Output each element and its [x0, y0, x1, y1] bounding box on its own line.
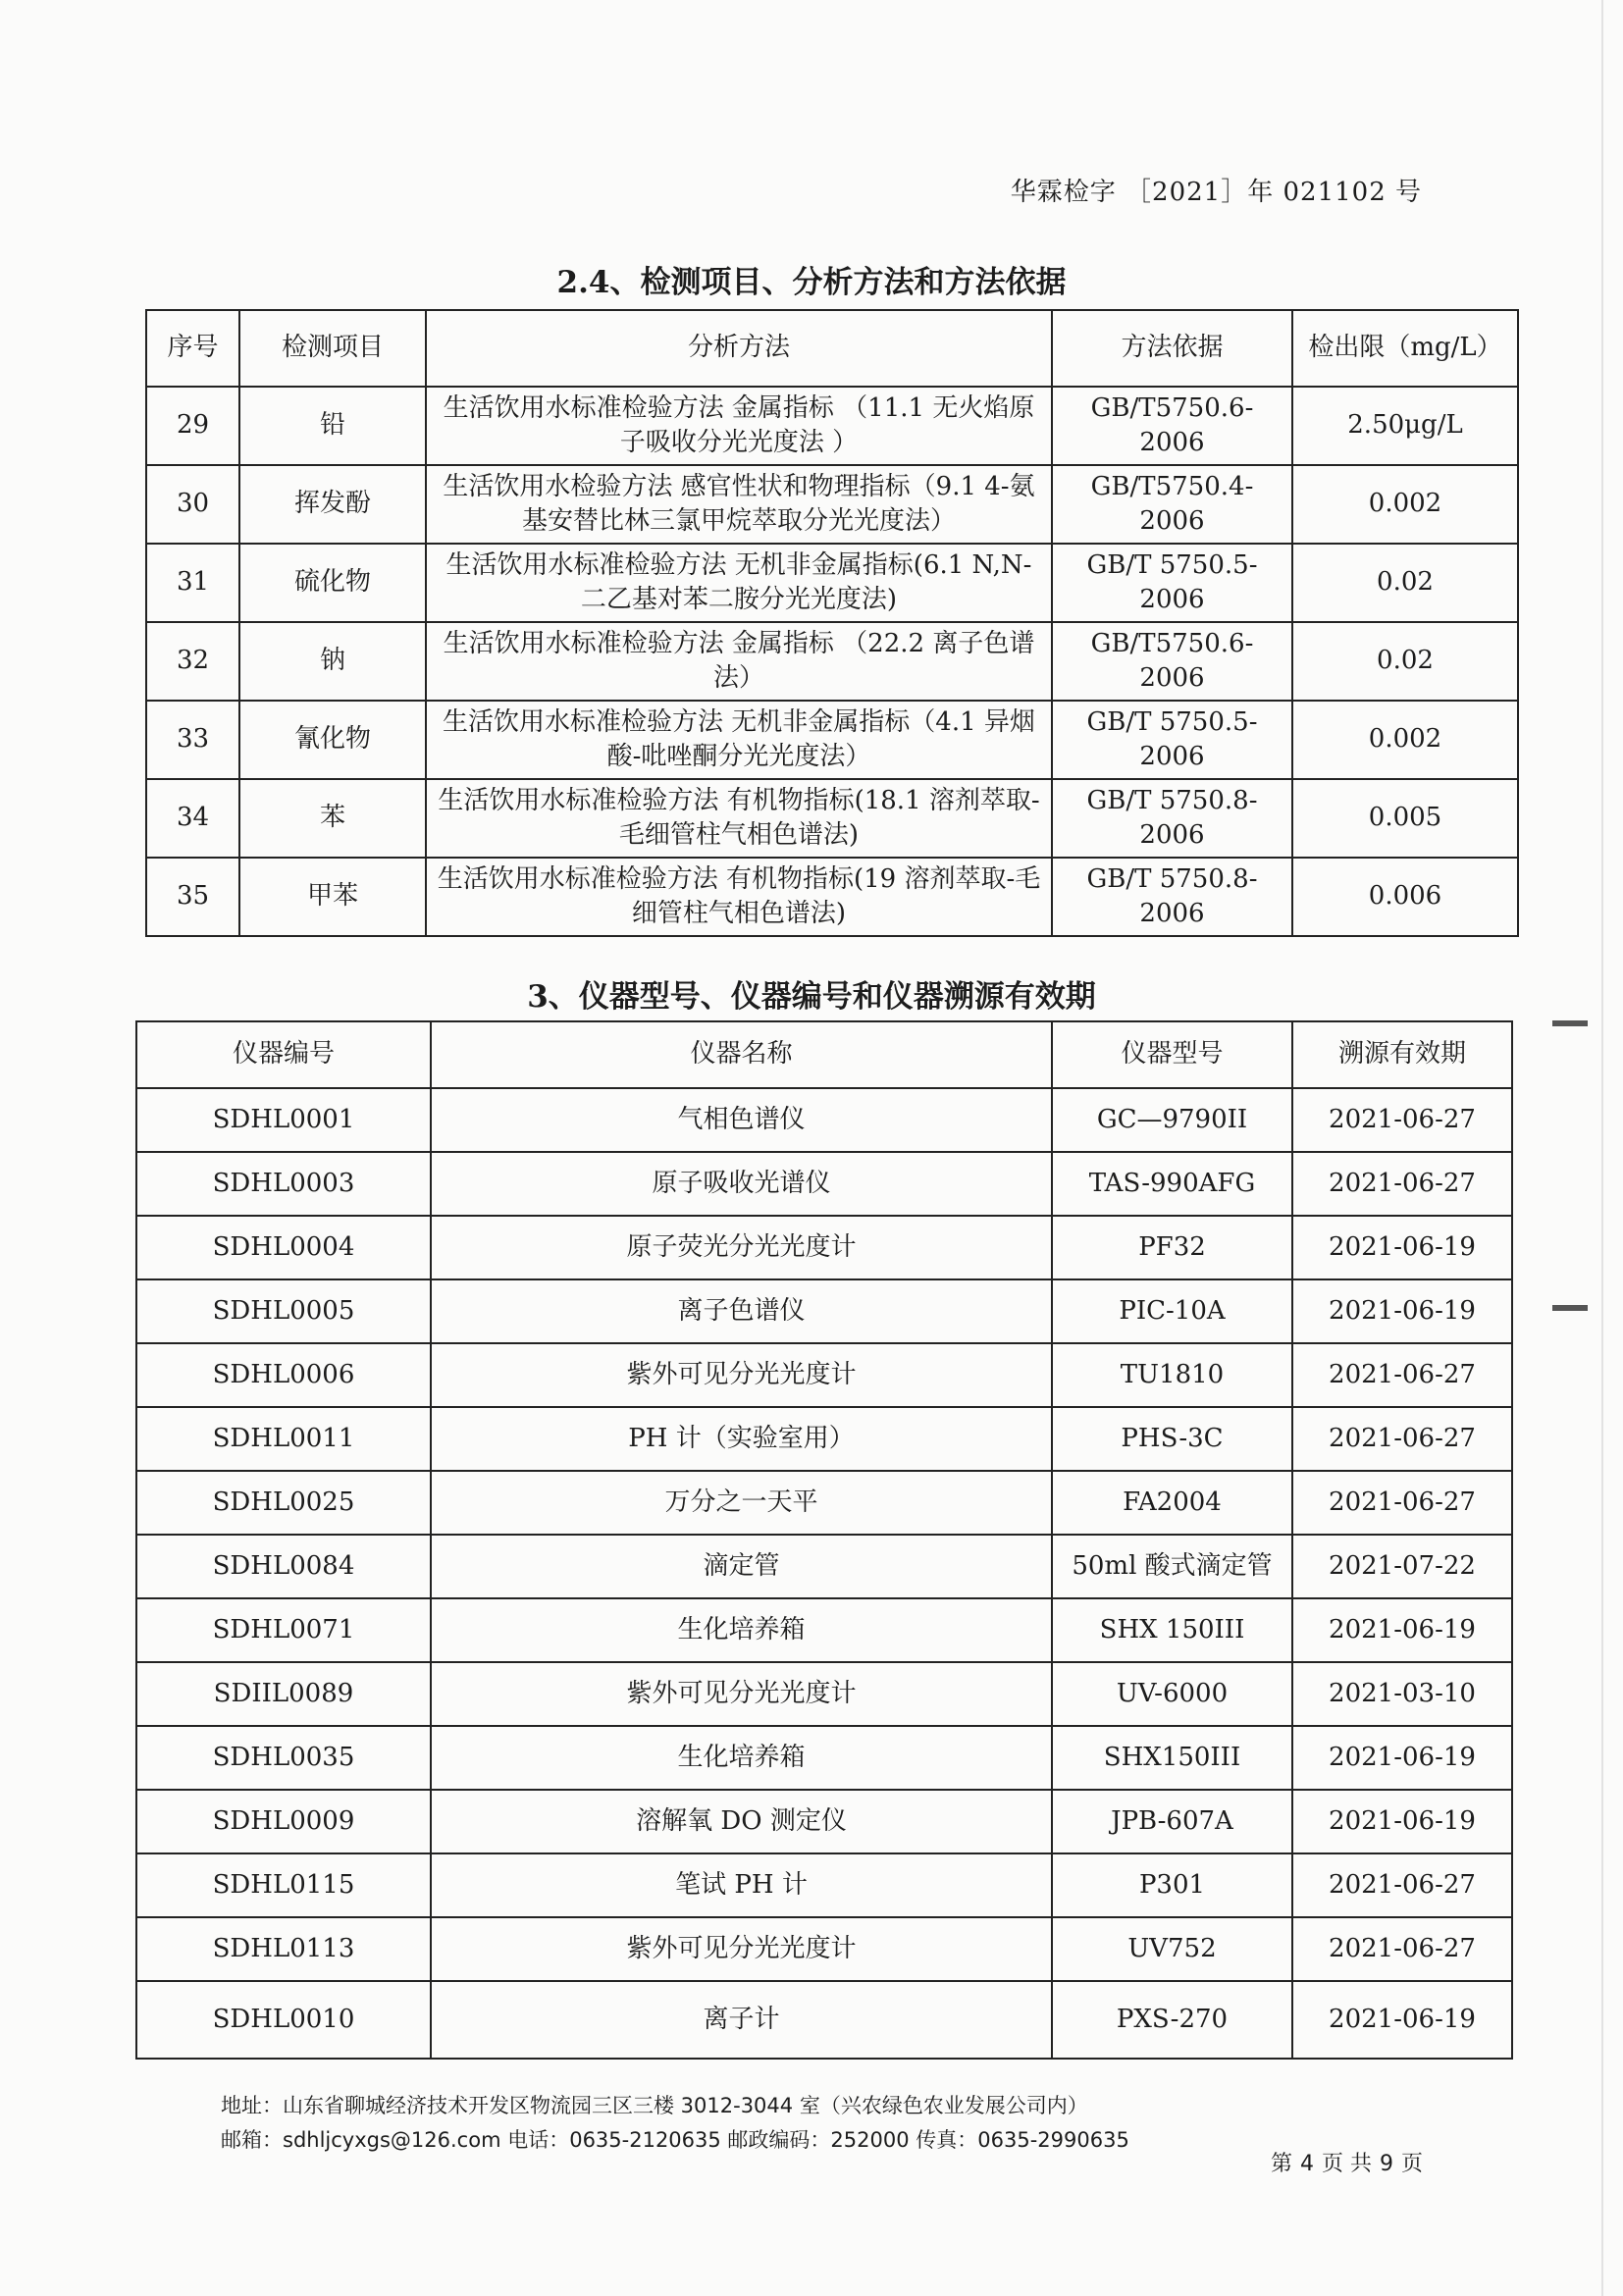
cell-instrument-id: SDHL0113 — [136, 1917, 431, 1981]
table-row — [136, 1407, 1512, 1471]
cell-instrument-model: PHS-3C — [1052, 1407, 1292, 1471]
cell-validity: 2021-06-27 — [1292, 1853, 1512, 1917]
table-row — [136, 1216, 1512, 1279]
header-instrument-name: 仪器名称 — [431, 1021, 1052, 1088]
cell-instrument-id: SDHL0006 — [136, 1343, 431, 1407]
cell-instrument-name: 离子计 — [431, 1981, 1052, 2059]
cell-item: 硫化物 — [239, 544, 426, 622]
cell-instrument-name: 紫外可见分光光度计 — [431, 1343, 1052, 1407]
cell-instrument-model: PIC-10A — [1052, 1279, 1292, 1343]
cell-validity: 2021-07-22 — [1292, 1535, 1512, 1598]
cell-instrument-name: 生化培养箱 — [431, 1598, 1052, 1662]
cell-instrument-id: SDHL0010 — [136, 1981, 431, 2059]
cell-item: 甲苯 — [239, 858, 426, 936]
table-row — [136, 1152, 1512, 1216]
cell-validity: 2021-06-19 — [1292, 1598, 1512, 1662]
table-row — [146, 387, 1518, 465]
test-method-table — [145, 309, 1519, 937]
cell-instrument-model: TU1810 — [1052, 1343, 1292, 1407]
page-number — [1267, 2147, 1427, 2177]
cell-limit: 0.02 — [1292, 544, 1518, 622]
cell-instrument-id: SDHL0025 — [136, 1471, 431, 1535]
header-validity: 溯源有效期 — [1292, 1021, 1512, 1088]
scan-edge — [1601, 0, 1603, 2296]
cell-instrument-model: P301 — [1052, 1853, 1292, 1917]
binding-mark — [1552, 1305, 1588, 1311]
cell-method: 生活饮用水标准检验方法 金属指标 （22.2 离子色谱法） — [426, 622, 1052, 701]
cell-limit: 2.50μg/L — [1292, 387, 1518, 465]
header-limit: 检出限（mg/L） — [1292, 310, 1518, 387]
table-row — [136, 1088, 1512, 1152]
cell-method: 生活饮用水标准检验方法 无机非金属指标（4.1 异烟酸-吡唑酮分光光度法） — [426, 701, 1052, 779]
page-prefix: 第 — [1270, 2152, 1292, 2176]
cell-item: 挥发酚 — [239, 465, 426, 544]
page-suffix: 页 — [1400, 2152, 1423, 2176]
cell-item: 钠 — [239, 622, 426, 701]
cell-instrument-name: 万分之一天平 — [431, 1471, 1052, 1535]
cell-instrument-name: 原子荧光分光光度计 — [431, 1216, 1052, 1279]
cell-instrument-id: SDHL0003 — [136, 1152, 431, 1216]
cell-instrument-name: 气相色谱仪 — [431, 1088, 1052, 1152]
cell-basis: GB/T 5750.8-2006 — [1052, 779, 1292, 858]
cell-instrument-name: 离子色谱仪 — [431, 1279, 1052, 1343]
cell-instrument-model: SHX 150III — [1052, 1598, 1292, 1662]
cell-instrument-name: 原子吸收光谱仪 — [431, 1152, 1052, 1216]
cell-instrument-model: SHX150III — [1052, 1726, 1292, 1790]
cell-no: 30 — [146, 465, 239, 544]
cell-validity: 2021-06-19 — [1292, 1726, 1512, 1790]
table-row — [136, 1535, 1512, 1598]
header-basis: 方法依据 — [1052, 310, 1292, 387]
cell-instrument-id: SDHL0115 — [136, 1853, 431, 1917]
cell-method: 生活饮用水标准检验方法 有机物指标(18.1 溶剂萃取-毛细管柱气相色谱法) — [426, 779, 1052, 858]
header-method: 分析方法 — [426, 310, 1052, 387]
cell-no: 33 — [146, 701, 239, 779]
table-row — [146, 544, 1518, 622]
page-total: 9 — [1379, 2152, 1393, 2176]
cell-basis: GB/T 5750.8-2006 — [1052, 858, 1292, 936]
cell-instrument-name: 溶解氧 DO 测定仪 — [431, 1790, 1052, 1853]
cell-instrument-model: 50ml 酸式滴定管 — [1052, 1535, 1292, 1598]
cell-validity: 2021-06-19 — [1292, 1790, 1512, 1853]
cell-limit: 0.002 — [1292, 465, 1518, 544]
report-number: 华霖检字 ［2021］年 021102 号 — [1010, 178, 1422, 207]
cell-instrument-id: SDHL0004 — [136, 1216, 431, 1279]
instrument-table — [135, 1020, 1513, 2060]
cell-limit: 0.02 — [1292, 622, 1518, 701]
cell-instrument-id: SDHL0001 — [136, 1088, 431, 1152]
table-row — [136, 1598, 1512, 1662]
cell-validity: 2021-06-27 — [1292, 1407, 1512, 1471]
cell-item: 铅 — [239, 387, 426, 465]
cell-validity: 2021-06-27 — [1292, 1088, 1512, 1152]
cell-instrument-id: SDHL0035 — [136, 1726, 431, 1790]
cell-validity: 2021-06-27 — [1292, 1917, 1512, 1981]
table-row — [136, 1279, 1512, 1343]
section-title-3: 3、仪器型号、仪器编号和仪器溯源有效期 — [527, 979, 1096, 1015]
cell-basis: GB/T 5750.5-2006 — [1052, 701, 1292, 779]
cell-basis: GB/T5750.4-2006 — [1052, 465, 1292, 544]
table-row — [136, 1471, 1512, 1535]
page-mid: 页 共 — [1321, 2152, 1372, 2176]
cell-limit: 0.005 — [1292, 779, 1518, 858]
table-row — [136, 1790, 1512, 1853]
table-header-row — [136, 1021, 1512, 1088]
header-item: 检测项目 — [239, 310, 426, 387]
cell-method: 生活饮用水标准检验方法 无机非金属指标(6.1 N,N- 二乙基对苯二胺分光光度法) — [426, 544, 1052, 622]
cell-basis: GB/T5750.6-2006 — [1052, 387, 1292, 465]
cell-instrument-id: SDIIL0089 — [136, 1662, 431, 1726]
cell-no: 35 — [146, 858, 239, 936]
table-row — [136, 1981, 1512, 2059]
cell-validity: 2021-03-10 — [1292, 1662, 1512, 1726]
cell-instrument-model: UV-6000 — [1052, 1662, 1292, 1726]
cell-no: 34 — [146, 779, 239, 858]
table-row — [136, 1853, 1512, 1917]
table-row — [136, 1662, 1512, 1726]
cell-instrument-name: 笔试 PH 计 — [431, 1853, 1052, 1917]
cell-instrument-model: JPB-607A — [1052, 1790, 1292, 1853]
cell-instrument-model: FA2004 — [1052, 1471, 1292, 1535]
table-row — [146, 701, 1518, 779]
binding-mark — [1552, 1020, 1588, 1026]
cell-basis: GB/T 5750.5-2006 — [1052, 544, 1292, 622]
cell-item: 氰化物 — [239, 701, 426, 779]
table-header-row — [146, 310, 1518, 387]
cell-item: 苯 — [239, 779, 426, 858]
cell-instrument-model: PXS-270 — [1052, 1981, 1292, 2059]
footer-address: 地址：山东省聊城经济技术开发区物流园三区三楼 3012-3044 室（兴农绿色农业发展公司内） — [221, 2094, 1088, 2117]
table-row — [146, 779, 1518, 858]
table-row — [146, 465, 1518, 544]
cell-instrument-model: UV752 — [1052, 1917, 1292, 1981]
cell-method: 生活饮用水检验方法 感官性状和物理指标（9.1 4-氨基安替比林三氯甲烷萃取分光光度法） — [426, 465, 1052, 544]
cell-validity: 2021-06-27 — [1292, 1471, 1512, 1535]
table-row — [136, 1343, 1512, 1407]
cell-validity: 2021-06-19 — [1292, 1279, 1512, 1343]
cell-instrument-name: PH 计（实验室用） — [431, 1407, 1052, 1471]
cell-instrument-name: 生化培养箱 — [431, 1726, 1052, 1790]
cell-limit: 0.002 — [1292, 701, 1518, 779]
cell-basis: GB/T5750.6-2006 — [1052, 622, 1292, 701]
table-row — [136, 1726, 1512, 1790]
cell-instrument-id: SDHL0005 — [136, 1279, 431, 1343]
cell-instrument-model: GC—9790II — [1052, 1088, 1292, 1152]
cell-instrument-id: SDHL0084 — [136, 1535, 431, 1598]
cell-no: 29 — [146, 387, 239, 465]
cell-limit: 0.006 — [1292, 858, 1518, 936]
cell-instrument-name: 滴定管 — [431, 1535, 1052, 1598]
cell-instrument-id: SDHL0071 — [136, 1598, 431, 1662]
table-row — [136, 1917, 1512, 1981]
cell-validity: 2021-06-19 — [1292, 1216, 1512, 1279]
cell-instrument-model: TAS-990AFG — [1052, 1152, 1292, 1216]
cell-validity: 2021-06-27 — [1292, 1343, 1512, 1407]
section-title-2-4: 2.4、检测项目、分析方法和方法依据 — [556, 265, 1067, 300]
header-instrument-model: 仪器型号 — [1052, 1021, 1292, 1088]
cell-method: 生活饮用水标准检验方法 有机物指标(19 溶剂萃取-毛细管柱气相色谱法) — [426, 858, 1052, 936]
cell-instrument-id: SDHL0009 — [136, 1790, 431, 1853]
cell-instrument-id: SDHL0011 — [136, 1407, 431, 1471]
cell-no: 32 — [146, 622, 239, 701]
cell-validity: 2021-06-27 — [1292, 1152, 1512, 1216]
cell-validity: 2021-06-19 — [1292, 1981, 1512, 2059]
footer-contact: 邮箱：sdhljcyxgs@126.com 电话：0635-2120635 邮政编码：252000 传真：0635-2990635 — [221, 2128, 1129, 2152]
cell-instrument-name: 紫外可见分光光度计 — [431, 1917, 1052, 1981]
cell-instrument-model: PF32 — [1052, 1216, 1292, 1279]
header-no: 序号 — [146, 310, 239, 387]
header-instrument-id: 仪器编号 — [136, 1021, 431, 1088]
cell-instrument-name: 紫外可见分光光度计 — [431, 1662, 1052, 1726]
table-row — [146, 622, 1518, 701]
cell-no: 31 — [146, 544, 239, 622]
page-current: 4 — [1299, 2152, 1314, 2176]
cell-method: 生活饮用水标准检验方法 金属指标 （11.1 无火焰原子吸收分光光度法 ） — [426, 387, 1052, 465]
table-row — [146, 858, 1518, 936]
